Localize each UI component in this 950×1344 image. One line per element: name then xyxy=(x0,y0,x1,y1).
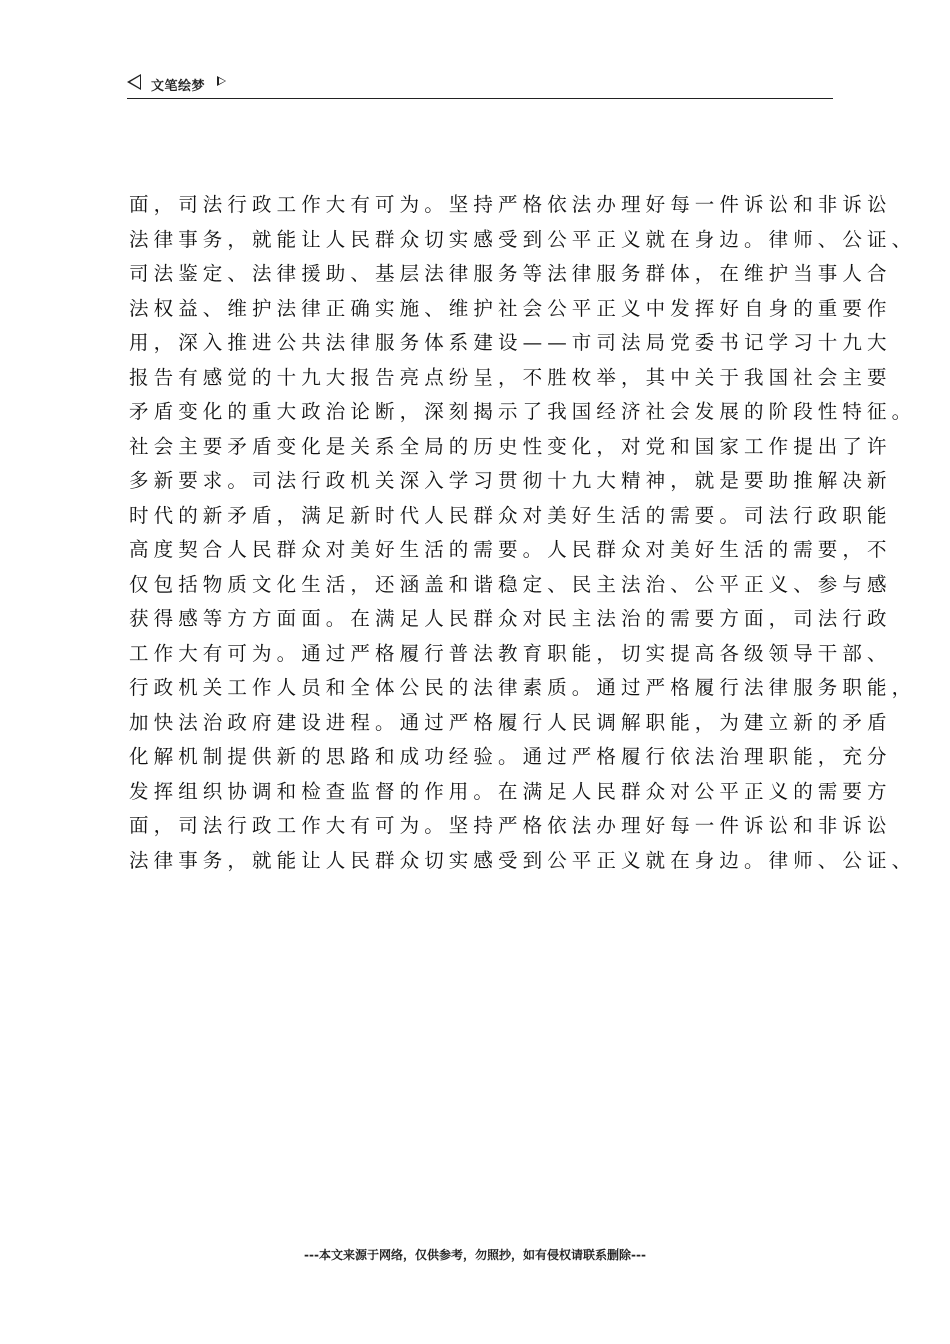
triangle-left-outline-icon xyxy=(127,74,141,90)
body-line: 用，深入推进公共法律服务体系建设——市司法局党委书记学习十九大 xyxy=(129,331,892,354)
body-line: 矛盾变化的重大政治论断，深刻揭示了我国经济社会发展的阶段性特征。 xyxy=(129,400,917,423)
body-line: 司法鉴定、法律援助、基层法律服务等法律服务群体，在维护当事人合 xyxy=(129,262,892,285)
body-line: 发挥组织协调和检查监督的作用。在满足人民群众对公平正义的需要方 xyxy=(129,779,892,803)
page-header xyxy=(127,70,833,99)
body-line: 化解机制提供新的思路和成功经验。通过严格履行依法治理职能，充分 xyxy=(129,745,892,768)
triangle-right-outline-icon xyxy=(217,76,226,86)
body-line: 报告有感觉的十九大报告亮点纷呈，不胜枚举，其中关于我国社会主要 xyxy=(129,365,892,389)
body-line: 获得感等方方面面。在满足人民群众对民主法治的需要方面，司法行政 xyxy=(129,607,892,630)
body-line: 多新要求。司法行政机关深入学习贯彻十九大精神，就是要助推解决新 xyxy=(129,469,892,492)
body-line: 面，司法行政工作大有可为。坚持严格依法办理好每一件诉讼和非诉讼 xyxy=(129,193,892,216)
document-body xyxy=(129,188,917,878)
body-line: 社会主要矛盾变化是关系全局的历史性变化，对党和国家工作提出了许 xyxy=(129,434,892,458)
body-line: 加快法治政府建设进程。通过严格履行人民调解职能，为建立新的矛盾 xyxy=(129,710,892,734)
body-line: 高度契合人民群众对美好生活的需要。人民群众对美好生活的需要，不 xyxy=(129,538,892,561)
body-line: 行政机关工作人员和全体公民的法律素质。通过严格履行法律服务职能， xyxy=(129,676,917,699)
body-line: 时代的新矛盾，满足新时代人民群众对美好生活的需要。司法行政职能 xyxy=(129,503,892,527)
body-line: 法律事务，就能让人民群众切实感受到公平正义就在身边。律师、公证、 xyxy=(129,848,917,872)
page-footer-disclaimer: ---本文来源于网络，仅供参考，勿照抄，如有侵权请联系删除--- xyxy=(304,1248,646,1262)
body-line: 面，司法行政工作大有可为。坚持严格依法办理好每一件诉讼和非诉讼 xyxy=(129,814,892,837)
body-line: 法律事务，就能让人民群众切实感受到公平正义就在身边。律师、公证、 xyxy=(129,227,917,251)
body-line: 仅包括物质文化生活，还涵盖和谐稳定、民主法治、公平正义、参与感 xyxy=(129,572,892,596)
body-line: 法权益、维护法律正确实施、维护社会公平正义中发挥好自身的重要作 xyxy=(129,296,892,320)
body-line: 工作大有可为。通过严格履行普法教育职能，切实提高各级领导干部、 xyxy=(129,641,892,665)
header-title: 文笔绘梦 xyxy=(151,79,206,94)
